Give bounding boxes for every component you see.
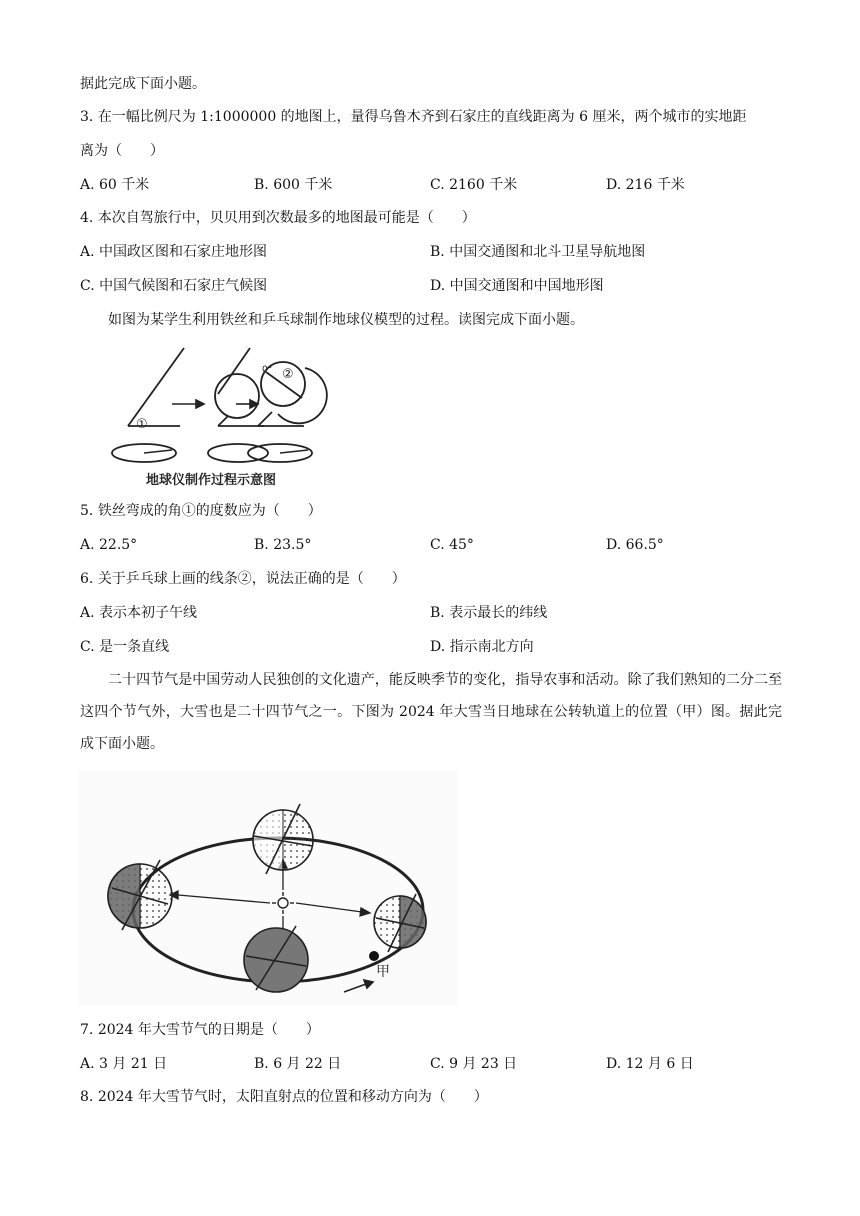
intro-text: 据此完成下面小题。 <box>80 76 206 92</box>
q6-option-c[interactable]: C. 是一条直线 <box>80 639 170 655</box>
q4-option-b[interactable]: B. 中国交通图和北斗卫星导航地图 <box>430 244 646 260</box>
label-jia: 甲 <box>376 964 390 980</box>
q4-option-d[interactable]: D. 中国交通图和中国地形图 <box>430 278 604 294</box>
question-7-stem <box>80 1020 320 1040</box>
wire-rod-1 <box>128 348 184 426</box>
q7-option-d[interactable]: D. 12 月 6 日 <box>606 1056 694 1072</box>
q3-option-d[interactable]: D. 216 千米 <box>606 177 685 193</box>
q6-option-a[interactable]: A. 表示本初子午线 <box>80 605 198 621</box>
mark-1: ① <box>136 417 148 432</box>
question-text: 关于乒乓球上画的线条②，说法正确的是（ ） <box>97 571 406 587</box>
question-number: 3. <box>80 109 94 125</box>
question-number: 4. <box>80 210 94 226</box>
question-text: 铁丝弯成的角①的度数应为（ ） <box>97 503 322 519</box>
globe-intro: 如图为某学生利用铁丝和乒乓球制作地球仪模型的过程。读图完成下面小题。 <box>108 312 584 328</box>
q6-option-b[interactable]: B. 表示最长的纬线 <box>430 605 548 621</box>
q7-option-a[interactable]: A. 3 月 21 日 <box>80 1056 168 1072</box>
question-number: 7. <box>80 1022 94 1038</box>
solar-terms-intro: 二十四节气是中国劳动人民独创的文化遗产，能反映季节的变化，指导农事和活动。除了我们熟知的二分二至这四个节气外，大雪也是二十四节气之一。下图为 2024 年大雪当日地球在公转轨道上的位置（甲）图。据此完成下面小题。 <box>80 672 782 752</box>
earth-orbit-figure <box>78 770 458 1006</box>
q3-option-a[interactable]: A. 60 千米 <box>80 177 150 193</box>
q3-option-c[interactable]: C. 2160 千米 <box>430 177 518 193</box>
angle-mark: 0° <box>262 365 273 375</box>
figure-caption: 地球仪制作过程示意图 <box>146 473 277 488</box>
q5-option-c[interactable]: C. 45° <box>430 537 474 553</box>
question-3-stem <box>80 107 747 127</box>
q4-option-a[interactable]: A. 中国政区图和石家庄地形图 <box>80 244 268 260</box>
question-text: 2024 年大雪节气的日期是（ ） <box>97 1022 320 1038</box>
q4-option-c[interactable]: C. 中国气候图和石家庄气候图 <box>80 278 268 294</box>
q7-option-c[interactable]: C. 9 月 23 日 <box>430 1056 518 1072</box>
question-text: 2024 年大雪节气时，太阳直射点的位置和移动方向为（ ） <box>97 1089 488 1105</box>
q5-option-b[interactable]: B. 23.5° <box>254 537 312 553</box>
pingpong-ball <box>215 374 259 418</box>
question-4-stem <box>80 208 476 228</box>
q7-option-b[interactable]: B. 6 月 22 日 <box>254 1056 342 1072</box>
question-8-stem <box>80 1087 488 1107</box>
question-text: 在一幅比例尺为 1:1000000 的地图上，量得乌鲁木齐到石家庄的直线距离为 6 厘米，两个城市的实地距 <box>97 109 747 125</box>
q6-option-d[interactable]: D. 指示南北方向 <box>430 639 534 655</box>
question-number: 5. <box>80 503 94 519</box>
question-3-stem-cont: 离为（ ） <box>80 143 164 159</box>
question-number: 6. <box>80 571 94 587</box>
mark-2: ② <box>282 367 294 382</box>
question-text: 本次自驾旅行中，贝贝用到次数最多的地图最可能是（ ） <box>97 210 476 226</box>
question-5-stem <box>80 501 322 521</box>
question-6-stem <box>80 569 406 589</box>
globe-making-figure <box>100 342 340 494</box>
q5-option-d[interactable]: D. 66.5° <box>606 537 664 553</box>
q5-option-a[interactable]: A. 22.5° <box>80 537 138 553</box>
position-jia-dot <box>369 951 379 961</box>
q3-option-b[interactable]: B. 600 千米 <box>254 177 333 193</box>
question-number: 8. <box>80 1089 94 1105</box>
